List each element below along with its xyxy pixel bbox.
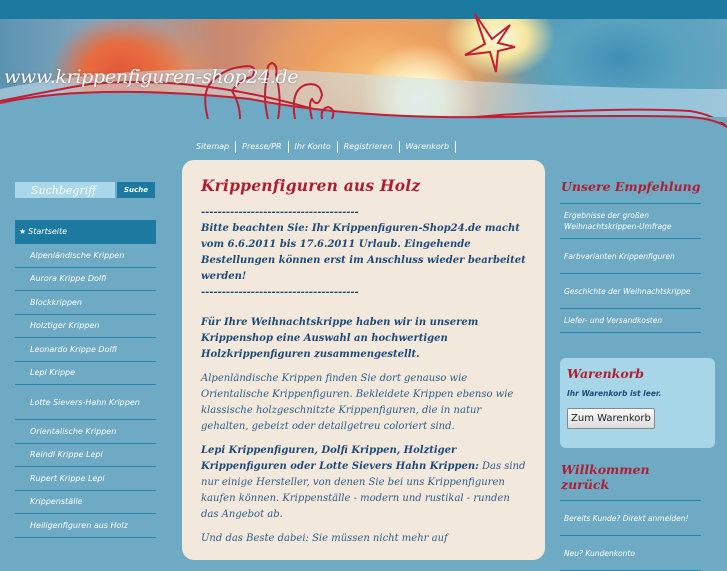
recommendation-panel bbox=[560, 170, 701, 333]
recommend-list bbox=[560, 203, 701, 333]
sidebar-item-orientalische-krippen[interactable]: Orientalische Krippen bbox=[15, 420, 156, 444]
topnav-warenkorb[interactable]: Warenkorb bbox=[400, 141, 457, 153]
sidebar-item-reindl-krippe-lepi[interactable]: Reindl Krippe Lepi bbox=[15, 444, 156, 468]
sidebar-item-lotte-sievers-hahn[interactable]: Lotte Sievers-Hahn Krippen bbox=[15, 385, 156, 420]
sidebar-item-krippenstaelle[interactable]: Krippenställe bbox=[15, 491, 156, 515]
site-title: www.krippenfiguren-shop24.de bbox=[4, 66, 299, 88]
paragraph-1: Alpenländische Krippen finden Sie dort genauso wie Orientalische Krippenfiguren. Bekleidete Krippen ebenso wie klassische holzgeschnitzte Krippenfiguren, die in natur gehalten, gebeizt oder detailgetreu coloriert sind. bbox=[201, 373, 514, 432]
cart-title: Warenkorb bbox=[567, 366, 645, 381]
welcome-title: Willkommen zurück bbox=[561, 462, 650, 492]
recommend-item-farbvarianten[interactable]: Farbvarianten Krippenfiguren bbox=[560, 239, 701, 274]
cart-box bbox=[560, 358, 715, 448]
sidebar-item-holztiger-krippen[interactable]: Holztiger Krippen bbox=[15, 315, 156, 339]
welcome-list bbox=[560, 500, 701, 571]
top-navigation bbox=[190, 140, 456, 154]
star-icon: ★ bbox=[19, 227, 27, 236]
recommend-title: Unsere Empfehlung bbox=[561, 179, 701, 194]
paragraph-2-bold: Lepi Krippenfiguren, Dolfi Krippen, Holztiger Krippenfiguren oder Lotte Sievers Hahn Krippen: bbox=[201, 445, 479, 472]
topnav-ihr-konto[interactable]: Ihr Konto bbox=[289, 141, 338, 153]
sidebar-item-startseite[interactable] bbox=[15, 220, 156, 244]
search-input[interactable] bbox=[15, 182, 115, 198]
search-button[interactable]: Suche bbox=[117, 182, 155, 198]
sidebar-item-label: Startseite bbox=[28, 227, 68, 236]
topnav-presse[interactable]: Presse/PR bbox=[236, 141, 288, 153]
header-banner bbox=[0, 19, 727, 122]
separator-top: -------------------------------------- bbox=[201, 207, 359, 218]
paragraph-3: Und das Beste dabei: Sie müssen nicht mehr auf bbox=[201, 533, 448, 544]
sidebar-item-blockkrippen[interactable]: Blockkrippen bbox=[15, 291, 156, 315]
sidebar-item-rupert-krippe-lepi[interactable]: Rupert Krippe Lepi bbox=[15, 467, 156, 491]
go-to-cart-button[interactable]: Zum Warenkorb bbox=[567, 408, 655, 429]
top-bar bbox=[0, 0, 727, 19]
sidebar-item-heiligenfiguren[interactable]: Heiligenfiguren aus Holz bbox=[15, 514, 156, 538]
sidebar-item-aurora-krippe-dolfi[interactable]: Aurora Krippe Dolfi bbox=[15, 268, 156, 292]
sidebar-item-leonardo-krippe-dolfi[interactable]: Leonardo Krippe Dolfi bbox=[15, 338, 156, 362]
welcome-item-register[interactable]: Neu? Kundenkonto bbox=[560, 536, 701, 571]
main-content bbox=[182, 160, 545, 560]
recommend-item-geschichte[interactable]: Geschichte der Weihnachtskrippe bbox=[560, 274, 701, 309]
topnav-sitemap[interactable]: Sitemap bbox=[190, 141, 236, 153]
welcome-panel bbox=[560, 462, 701, 571]
paragraph-2-rest: Das sind nur einige Hersteller, von denen Sie bei uns Krippenfiguren kaufen können. Krippenställe - modern und rustikal - runden das Angebot ab. bbox=[201, 461, 526, 520]
paragraph-2 bbox=[201, 443, 529, 523]
sidebar-item-lepi-krippe[interactable]: Lepi Krippe bbox=[15, 362, 156, 386]
cart-status: Ihr Warenkorb ist leer. bbox=[567, 389, 662, 398]
recommend-item-umfrage[interactable]: Ergebnisse der großen Weihnachtskrippen-Umfrage bbox=[560, 204, 701, 239]
page-title: Krippenfiguren aus Holz bbox=[201, 176, 421, 195]
notice-text: Bitte beachten Sie: Ihr Krippenfiguren-Shop24.de macht vom 6.6.2011 bis 17.6.2011 Urlaub. Eingehende Bestellungen können erst im Anschluss wieder bearbeitet werden! bbox=[201, 223, 526, 282]
sidebar-item-alpenlaendische-krippen[interactable]: Alpenländische Krippen bbox=[15, 244, 156, 268]
topnav-registrieren[interactable]: Registrieren bbox=[338, 141, 400, 153]
separator-bottom: -------------------------------------- bbox=[201, 287, 359, 298]
recommend-item-versandkosten[interactable]: Liefer- und Versandkosten bbox=[560, 309, 701, 333]
category-sidebar bbox=[15, 220, 156, 538]
intro-paragraph: Für Ihre Weihnachtskrippe haben wir in unserem Krippenshop eine Auswahl an hochwertigen Holzkrippenfiguren zusammengestellt. bbox=[201, 317, 479, 360]
vacation-notice bbox=[201, 205, 529, 301]
welcome-item-login[interactable]: Bereits Kunde? Direkt anmelden! bbox=[560, 501, 701, 536]
search-form bbox=[15, 182, 155, 198]
